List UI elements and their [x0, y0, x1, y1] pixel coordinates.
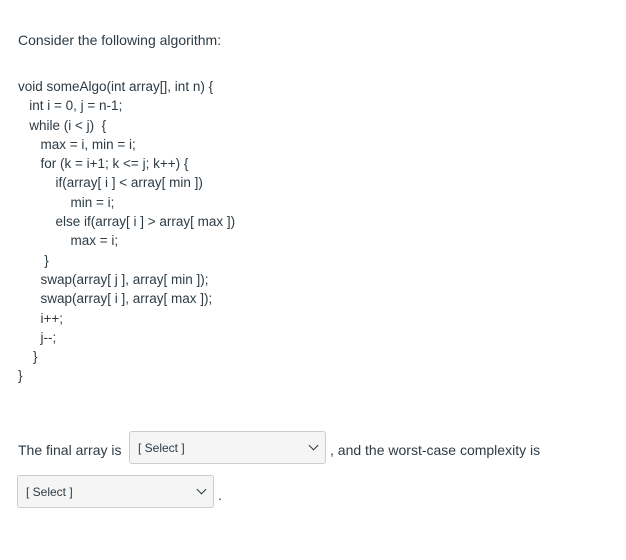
- code-line: min = i;: [70, 194, 115, 210]
- code-block: [18, 77, 235, 386]
- code-line: swap(array[ j ], array[ min ]);: [40, 271, 209, 287]
- complexity-select-value: [ Select ]: [26, 485, 73, 499]
- code-line: j--;: [40, 329, 57, 345]
- code-line: else if(array[ i ] > array[ max ]): [55, 214, 236, 230]
- code-line: max = i;: [70, 233, 119, 249]
- final-array-select-value: [ Select ]: [138, 441, 185, 455]
- chevron-down-icon: [309, 441, 319, 451]
- final-array-select[interactable]: [129, 431, 326, 464]
- end-period: .: [218, 487, 222, 503]
- prompt-complexity: , and the worst-case complexity is: [330, 442, 541, 458]
- code-line: }: [18, 368, 23, 384]
- code-line: if(array[ i ] < array[ min ]): [55, 175, 203, 191]
- code-line: max = i, min = i;: [40, 136, 136, 152]
- code-line: }: [33, 349, 38, 365]
- code-line: }: [44, 252, 49, 268]
- question-intro: Consider the following algorithm:: [18, 32, 222, 48]
- code-line: for (k = i+1; k <= j; k++) {: [40, 156, 189, 172]
- code-line: swap(array[ i ], array[ max ]);: [40, 291, 213, 307]
- chevron-down-icon: [197, 485, 207, 495]
- prompt-final-array: The final array is: [18, 442, 122, 458]
- complexity-select[interactable]: [17, 475, 214, 508]
- code-line: int i = 0, j = n-1;: [29, 98, 123, 114]
- code-line: while (i < j) {: [29, 117, 107, 133]
- code-line: i++;: [40, 310, 64, 326]
- code-line: void someAlgo(int array[], int n) {: [18, 79, 214, 94]
